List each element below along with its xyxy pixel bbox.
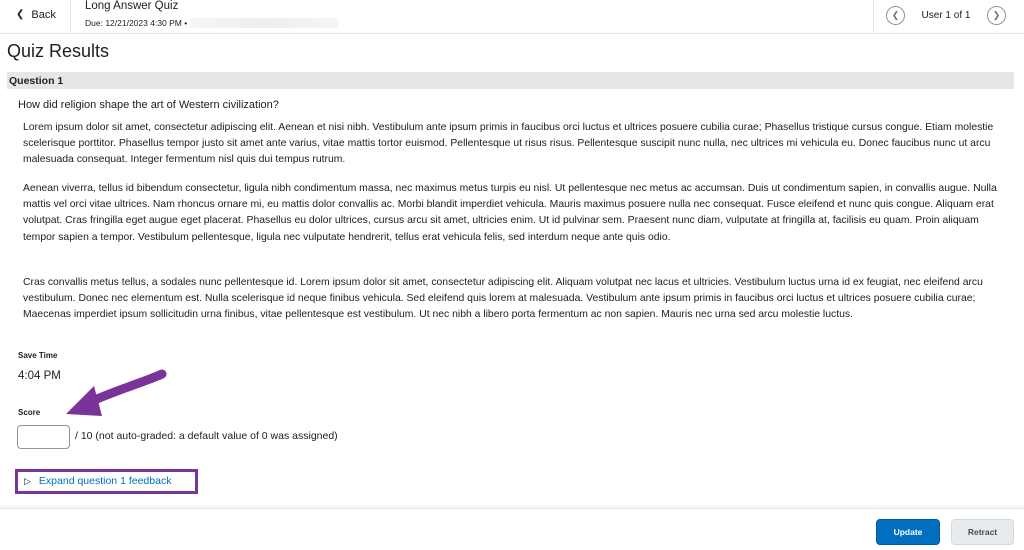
chevron-left-icon: ❮	[16, 9, 25, 20]
bottom-action-bar	[0, 508, 1024, 550]
redacted-text	[190, 18, 338, 28]
score-label: Score	[18, 408, 41, 417]
page-title: Quiz Results	[7, 41, 110, 61]
expand-feedback-label: Expand question 1 feedback	[38, 475, 172, 487]
annotation-arrow-icon	[60, 360, 170, 420]
question-text: How did religion shape the art of Western civilization?	[18, 99, 279, 111]
divider	[70, 0, 71, 34]
score-input[interactable]	[17, 425, 70, 449]
quiz-due-date	[85, 18, 338, 28]
save-time-value: 4:04 PM	[18, 370, 61, 382]
chevron-right-icon: ❯	[992, 9, 1001, 20]
previous-user-button[interactable]	[886, 6, 905, 25]
quiz-title: Long Answer Quiz	[85, 0, 179, 12]
save-time-label: Save Time	[18, 351, 58, 360]
expand-triangle-icon: ▷	[24, 475, 31, 486]
next-user-button[interactable]	[987, 6, 1006, 25]
user-navigation	[886, 5, 1006, 25]
answer-paragraph: Lorem ipsum dolor sit amet, consectetur adipiscing elit. Aenean et nisi nibh. Vestibulum ante ipsum primis in faucibus orci luctus et ultrices posuere cubilia curae; Phasellus tristique cursus congue. Etiam molestie scelerisque porttitor. Phasellus tempor justo sit amet ante varius, vitae mattis tortor euismod. Pellentesque ut risus risus. Pellentesque suscipit nunc nulla, nec ultrices mi vehicula eu. Donec faucibus nunc ut arcu malesuada consequat. Integer fermentum nisl quis dui tempus rutrum.	[23, 122, 994, 166]
expand-feedback-link[interactable]	[24, 475, 171, 487]
due-text: Due: 12/21/2023 4:30 PM •	[85, 18, 188, 28]
retract-button[interactable]: Retract	[951, 519, 1014, 545]
answer-paragraph: Aenean viverra, tellus id bibendum consectetur, ligula nibh condimentum massa, nec maximus metus turpis eu nisl. Ut pellentesque nec metus ac accumsan. Duis ut condimentum sapien, in convallis augue. Nulla mattis vel orci vitae ultrices. Nam rhoncus ornare mi, eu mattis dolor convallis ac. Morbi blandit imperdiet vehicula. Mauris maximus posuere nulla nec consequat. Fusce eleifend et nunc quis congue. Aliquam erat volutpat. Cras fringilla eget augue eget placerat. Phasellus eu dolor ultrices, cursus arcu sit amet, ultricies enim. Ut id pulvinar sem. Praesent nunc diam, vulputate at fringilla at, facilisis eu quam. Proin aliquam tempor sapien a tempor. Vestibulum pellentesque, ligula nec vulputate hendrerit, tellus erat vehicula felis, sed interdum neque ante quis odio.	[23, 183, 997, 243]
divider	[873, 0, 874, 34]
back-button[interactable]	[10, 4, 62, 26]
update-button[interactable]: Update	[876, 519, 940, 545]
back-label: Back	[31, 9, 56, 21]
question-header: Question 1	[7, 72, 1014, 89]
user-counter: User 1 of 1	[921, 9, 971, 21]
answer-paragraph: Cras convallis metus tellus, a sodales nunc pellentesque id. Lorem ipsum dolor sit amet, consectetur adipiscing elit. Aliquam volutpat nec lacus et ultricies. Vestibulum luctus urna id ex feugiat, nec eleifend arcu vestibulum. Donec nec elementum est. Nulla scelerisque id neque finibus vehicula. Sed eleifend quis lorem at malesuada. Vestibulum ante ipsum primis in faucibus orci luctus et ultrices posuere cubilia curae; Maecenas imperdiet ipsum sollicitudin urna finibus, vitae pellentesque est vestibulum. Ut nec nibh a libero porta fermentum ac non sapien. Mauris nec urna sed arcu molestie luctus.	[23, 277, 983, 321]
score-suffix: / 10 (not auto-graded: a default value of 0 was assigned)	[75, 430, 338, 442]
top-bar	[0, 0, 1024, 34]
chevron-left-icon: ❮	[891, 9, 900, 20]
